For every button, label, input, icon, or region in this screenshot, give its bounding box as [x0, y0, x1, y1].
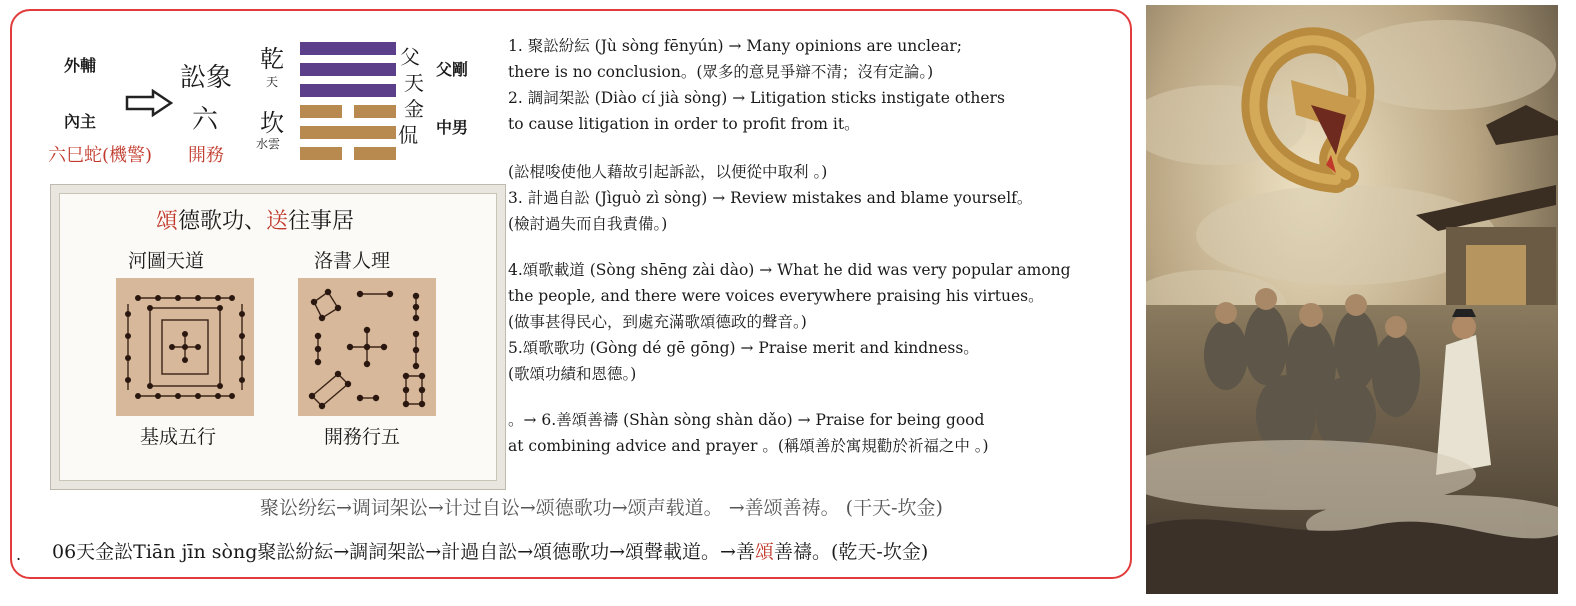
chart-title: 頌德歌功、送往事居 [156, 209, 355, 234]
five-elements-label: 基成五行 [140, 426, 217, 448]
luoshu-label: 洛書人理 [314, 250, 391, 272]
text-line: 2. 調詞架訟 (Diào cí jià sòng) → Litigation sticks instigate others [508, 89, 1005, 107]
text-line: (做事甚得民心，到處充滿歌頌德政的聲音。) [508, 313, 807, 331]
text-line [508, 242, 1071, 262]
father-firm-label: 父剛 [436, 60, 469, 79]
stray-dot: . [16, 545, 22, 564]
text-line: there is no conclusion。(眾多的意見爭辯不清；沒有定論。) [508, 63, 934, 81]
inner-main-label: 內主 [64, 112, 97, 131]
yang-line-2 [300, 126, 396, 139]
text-line: the people, and there were voices everywhere praising his virtues。 [508, 287, 1044, 305]
text-line: 4.頌歌載道 (Sòng shēng zài dào) → What he did was very popular among [508, 261, 1071, 279]
info-panel [10, 9, 1132, 579]
text-line: 1. 聚訟紛紜 (Jù sòng fēnyún) → Many opinions are unclear; [508, 37, 962, 55]
text-line: (歌頌功績和恩德。) [508, 365, 637, 383]
hetu-diagram [116, 278, 254, 416]
text-line: to cause litigation in order to profit from it。 [508, 115, 860, 133]
lower-trigram-sub: 水雲 [256, 137, 281, 151]
simplified-summary: 聚讼纷纭→调词架讼→计过自讼→颂德歌功→颂声载道。 →善颂善祷。 (干天-坎金) [260, 497, 943, 519]
text-line: (訟棍唆使他人藉故引起訴訟，以便從中取利 。) [508, 163, 828, 181]
lower-trigram: 坎 [260, 109, 284, 137]
duty-five-label: 開務行五 [324, 426, 401, 448]
text-line [508, 392, 1071, 412]
hetu-label: 河圖天道 [128, 250, 205, 272]
text-line [508, 142, 1071, 164]
upper-trigram-sub: 天 [266, 75, 279, 89]
traditional-summary: 06天金訟Tiān jīn sòng聚訟紛紜→調詞架訟→計過自訟→頌德歌功→頌聲載道。→善頌善禱。(乾天-坎金) [52, 541, 929, 563]
hexagram-number: 六 [192, 105, 219, 135]
hetu-luoshu-chart [50, 184, 506, 490]
metal-label: 金 [404, 97, 424, 121]
snake-label: 六巳蛇(機警) [48, 145, 153, 166]
kan-label: 侃 [398, 123, 418, 147]
heaven-label: 天 [404, 71, 424, 95]
text-line: 5.頌歌歌功 (Gòng dé gē gōng) → Praise merit and kindness。 [508, 339, 979, 357]
upper-trigram: 乾 [260, 45, 284, 73]
yang-line-5 [300, 63, 396, 76]
text-line: (檢討過失而自我責備。) [508, 215, 668, 233]
explanation-text [508, 38, 1071, 464]
text-line: at combining advice and prayer 。(稱頌善於寓規勸於祈福之中 。) [508, 437, 989, 455]
right-arrow-icon [125, 89, 173, 117]
serpent-illustration [1146, 5, 1558, 594]
text-line: 3. 計過自訟 (Jìguò zì sòng) → Review mistakes and blame yourself。 [508, 189, 1033, 207]
father-label: 父 [400, 45, 420, 69]
middle-son-label: 中男 [436, 118, 469, 137]
yang-line-4 [300, 84, 396, 97]
yang-line-6 [300, 42, 396, 55]
hexagram-name: 訟象 [180, 63, 233, 93]
outer-aux-label: 外輔 [64, 56, 97, 75]
text-line: 。→ 6.善頌善禱 (Shàn sòng shàn dǎo) → Praise for being good [508, 411, 985, 429]
luoshu-diagram [298, 278, 436, 416]
duty-label: 開務 [188, 145, 224, 166]
